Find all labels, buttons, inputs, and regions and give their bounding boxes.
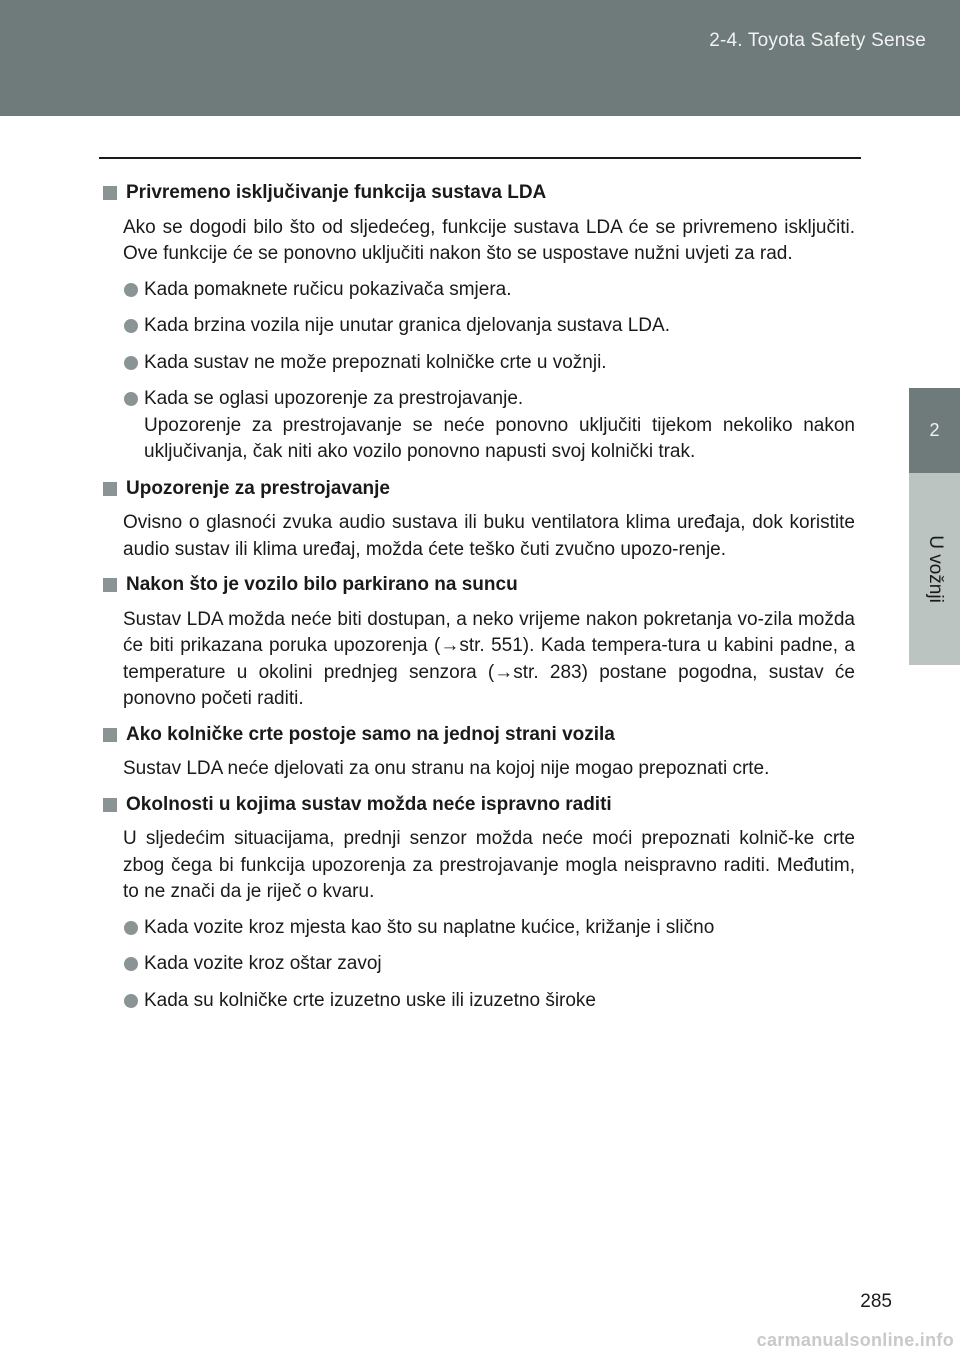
watermark: carmanualsonline.info — [756, 1330, 954, 1350]
section-heading: Nakon što je vozilo bilo parkirano na suncu — [103, 572, 855, 599]
header-bar — [0, 0, 960, 116]
paragraph: U sljedećim situacijama, prednji senzor možda neće moći prepoznati kolnič-ke crte zbog čega bi funkcija upozorenja za prestrojavanje mogla neispravno raditi. Međutim, to ne znači da je riječ o kvaru. — [123, 828, 855, 902]
round-bullet-icon — [124, 319, 138, 333]
paragraph: Ako se dogodi bilo što od sljedećeg, funkcije sustava LDA će se privremeno isključiti. Ove funkcije će se ponovno uključiti nakon što se uspostave nužni uvjeti za rad. — [123, 216, 855, 264]
round-bullet-icon — [124, 283, 138, 297]
chapter-label: U vožnji — [924, 535, 946, 603]
list-item: Kada se oglasi upozorenje za prestrojavanje. Upozorenje za prestrojavanje se neće ponovno uključiti tijekom nekoliko nakon uključivanja, čak niti ako vozilo ponovno napusti svoj kolnički trak. — [123, 386, 855, 466]
square-bullet-icon — [103, 728, 117, 742]
paragraph: Ovisno o glasnoći zvuka audio sustava ili buku ventilatora klima uređaja, dok koristite audio sustav ili klima uređaj, možda ćete teško čuti zvučno upozo-renje. — [123, 512, 855, 560]
list-item: Kada vozite kroz oštar zavoj — [123, 951, 855, 978]
list-item: Kada brzina vozila nije unutar granica djelovanja sustava LDA. — [123, 313, 855, 340]
list-item: Kada pomaknete ručicu pokazivača smjera. — [123, 277, 855, 304]
round-bullet-icon — [124, 392, 138, 406]
paragraph: Sustav LDA neće djelovati za onu stranu na kojoj nije mogao prepoznati crte. — [123, 758, 770, 779]
square-bullet-icon — [103, 482, 117, 496]
section-heading: Okolnosti u kojima sustav možda neće ispravno raditi — [103, 792, 855, 819]
list-item-note: Upozorenje za prestrojavanje se neće ponovno uključiti tijekom nekoliko nakon uključivanja, čak niti ako vozilo ponovno napusti svoj kolnički trak. — [144, 414, 855, 462]
paragraph: Sustav LDA možda neće biti dostupan, a neko vrijeme nakon pokretanja vo-zila možda će biti prikazana poruka upozorenja (→str. 551). Kada tempera-tura u kabini padne, a temperature u okolini prednjeg senzora (→str. 283) postane pogodna, sustav će ponovno početi raditi. — [123, 608, 855, 709]
page-number: 285 — [860, 1291, 892, 1312]
list-item: Kada vozite kroz mjesta kao što su naplatne kućice, križanje i slično — [123, 915, 855, 942]
square-bullet-icon — [103, 798, 117, 812]
square-bullet-icon — [103, 186, 117, 200]
square-bullet-icon — [103, 578, 117, 592]
top-divider — [99, 157, 861, 159]
chapter-title: 2-4. Toyota Safety Sense — [709, 30, 926, 51]
page-content — [103, 180, 855, 1024]
section-heading: Ako kolničke crte postoje samo na jednoj strani vozila — [103, 722, 855, 749]
round-bullet-icon — [124, 921, 138, 935]
chapter-label-tab — [909, 473, 960, 665]
list-item: Kada su kolničke crte izuzetno uske ili izuzetno široke — [123, 988, 855, 1015]
round-bullet-icon — [124, 957, 138, 971]
list-item: Kada sustav ne može prepoznati kolničke crte u vožnji. — [123, 350, 855, 377]
section-heading: Privremeno isključivanje funkcija sustava LDA — [103, 180, 855, 207]
section-heading: Upozorenje za prestrojavanje — [103, 476, 855, 503]
round-bullet-icon — [124, 356, 138, 370]
chapter-number-tab: 2 — [909, 388, 960, 473]
round-bullet-icon — [124, 994, 138, 1008]
